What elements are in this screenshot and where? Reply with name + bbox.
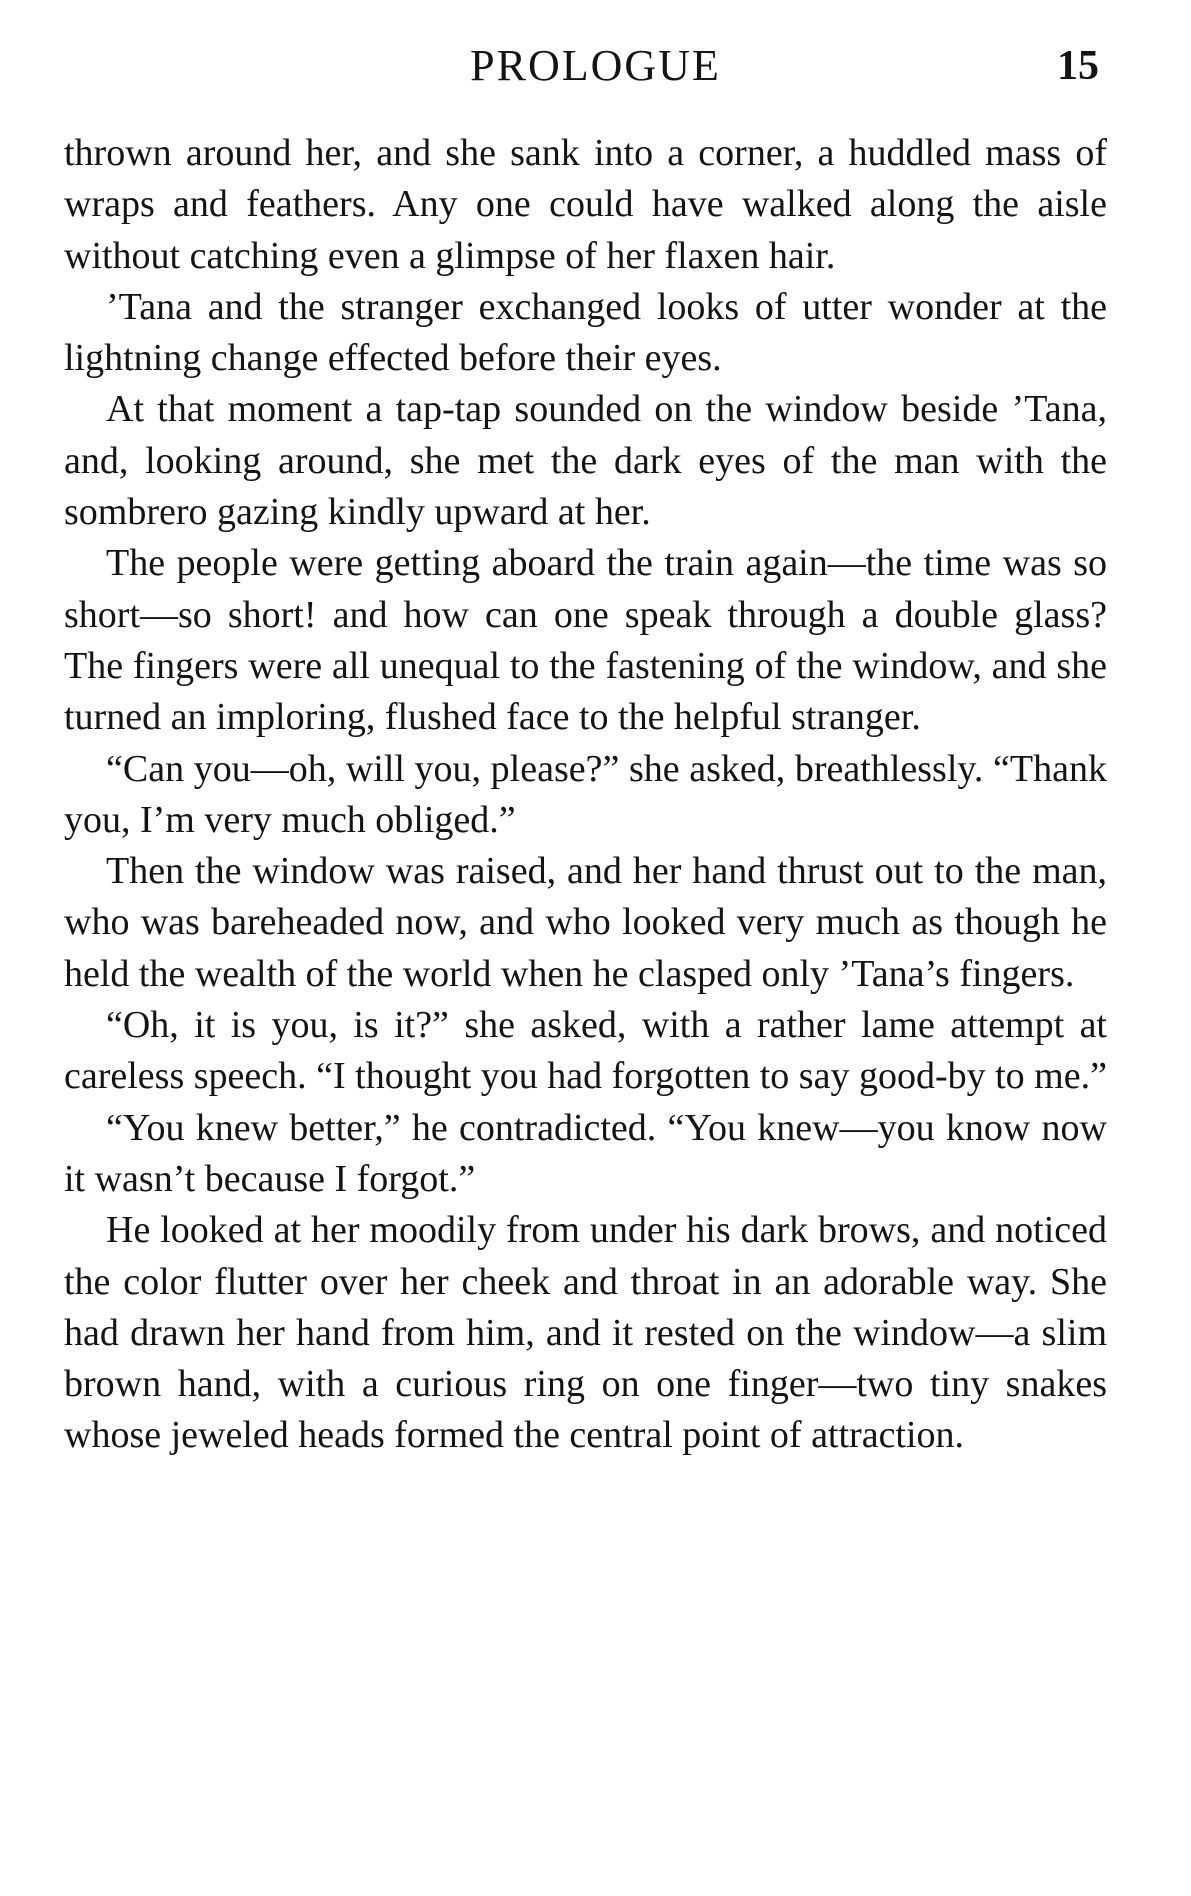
page-number: 15 xyxy=(1057,43,1099,89)
chapter-title: PROLOGUE xyxy=(470,41,721,90)
paragraph-6: Then the window was raised, and her hand thrust out to the man, who was bareheaded now, and who looked very much as though he held the wealth of the world when he clasped only ’Tana’s fingers. xyxy=(64,850,1107,995)
paragraph-5: “Can you—oh, will you, please?” she asked, breathlessly. “Thank you, I’m very much obliged.” xyxy=(64,747,1107,841)
paragraph-1: thrown around her, and she sank into a corner, a huddled mass of wraps and feathers. Any one could have walked along the aisle without catching even a glimpse of her flaxen hair. xyxy=(64,132,1107,277)
paragraph-3: At that moment a tap-tap sounded on the window beside ’Tana, and, looking around, she met the dark eyes of the man with the sombrero gazing kindly upward at her. xyxy=(64,388,1107,534)
paragraph-9: He looked at her moodily from under his dark brows, and noticed the color flutter over her cheek and throat in an adorable way. She had drawn her hand from him, and it rested on the window—a slim brown hand, with a curious ring on one finger—two tiny snakes whose jeweled heads formed the central point of attraction. xyxy=(64,1209,1107,1457)
paragraph-4: The people were getting aboard the train again—the time was so short—so short! and how can one speak through a double glass? The fingers were all unequal to the fastening of the window, and she turned an imploring, flushed face to the helpful stranger. xyxy=(64,542,1107,739)
paragraph-8: “You knew better,” he contradicted. “You knew—you know now it wasn’t because I forgot.” xyxy=(64,1106,1107,1200)
body-text xyxy=(64,128,1107,1462)
paragraph-7: “Oh, it is you, is it?” she asked, with a rather lame attempt at careless speech. “I thought you had forgotten to say good-by to me.” xyxy=(64,1004,1107,1098)
paragraph-2: ’Tana and the stranger exchanged looks of utter wonder at the lightning change effected before their eyes. xyxy=(64,285,1107,380)
running-head xyxy=(0,36,1191,96)
